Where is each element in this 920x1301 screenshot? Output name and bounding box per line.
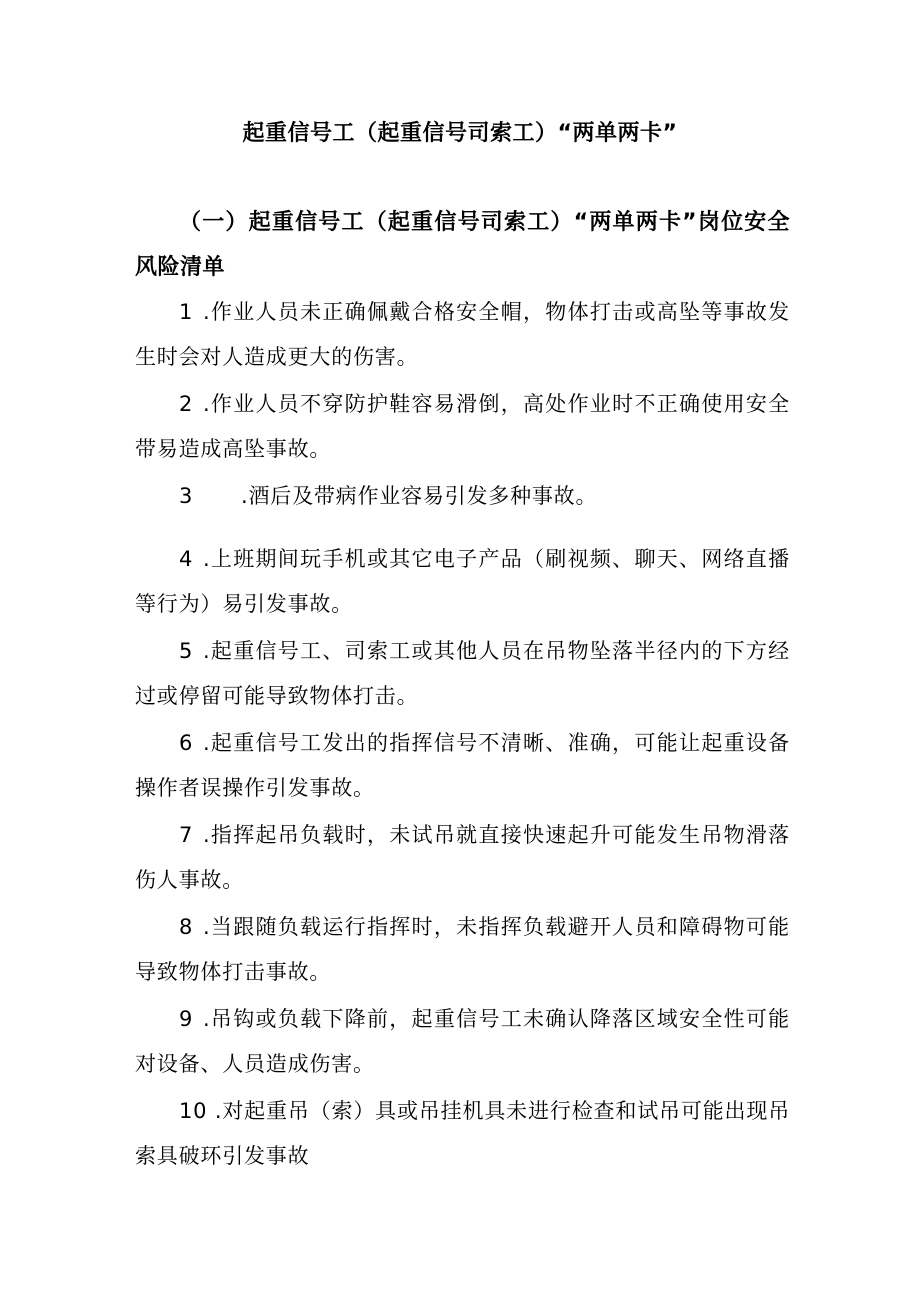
item-number: 2 bbox=[179, 392, 194, 416]
item-number: 4 bbox=[179, 547, 194, 571]
section-heading: （一）起重信号工（起重信号司索工）“两单两卡”岗位安全风险清单 bbox=[135, 210, 790, 280]
item-number: 7 bbox=[179, 823, 194, 847]
item-text: .作业人员未正确佩戴合格安全帽，物体打击或高坠等事故发生时会对人造成更大的伤害。 bbox=[135, 300, 790, 369]
item-text: .起重信号工、司索工或其他人员在吊物坠落半径内的下方经过或停留可能导致物体打击。 bbox=[135, 639, 790, 708]
item-text: .作业人员不穿防护鞋容易滑倒，高处作业时不正确使用安全带易造成高坠事故。 bbox=[135, 392, 790, 461]
list-item bbox=[135, 537, 790, 627]
list-item bbox=[135, 813, 790, 903]
item-text: .当跟随负载运行指挥时，未指挥负载避开人员和障碍物可能导致物体打击事故。 bbox=[135, 915, 790, 984]
item-number: 6 bbox=[179, 731, 194, 755]
list-item bbox=[135, 290, 790, 380]
item-text: .酒后及带病作业容易引发多种事故。 bbox=[241, 484, 598, 508]
item-text: .对起重吊（索）具或吊挂机具未进行检查和试吊可能出现吊索具破环引发事故 bbox=[135, 1099, 790, 1168]
item-number: 8 bbox=[179, 915, 194, 939]
list-item bbox=[135, 629, 790, 719]
item-text: .指挥起吊负载时，未试吊就直接快速起升可能发生吊物滑落伤人事故。 bbox=[135, 823, 790, 892]
item-number: 1 bbox=[179, 300, 194, 324]
item-number: 10 bbox=[179, 1099, 208, 1123]
item-number: 5 bbox=[179, 639, 194, 663]
item-text: .上班期间玩手机或其它电子产品（刷视频、聊天、网络直播等行为）易引发事故。 bbox=[135, 547, 790, 616]
list-item bbox=[135, 1089, 790, 1179]
list-item bbox=[135, 474, 790, 519]
item-text: .吊钩或负载下降前，起重信号工未确认降落区域安全性可能对设备、人员造成伤害。 bbox=[135, 1007, 790, 1076]
item-number: 3 bbox=[179, 484, 194, 508]
list-item bbox=[135, 905, 790, 995]
document-title: 起重信号工（起重信号司索工）“两单两卡” bbox=[242, 121, 678, 146]
item-number: 9 bbox=[179, 1007, 194, 1031]
item-text: .起重信号工发出的指挥信号不清晰、准确，可能让起重设备操作者误操作引发事故。 bbox=[135, 731, 790, 800]
document-body bbox=[135, 200, 790, 1181]
list-item bbox=[135, 997, 790, 1087]
list-item bbox=[135, 382, 790, 472]
list-item bbox=[135, 721, 790, 811]
